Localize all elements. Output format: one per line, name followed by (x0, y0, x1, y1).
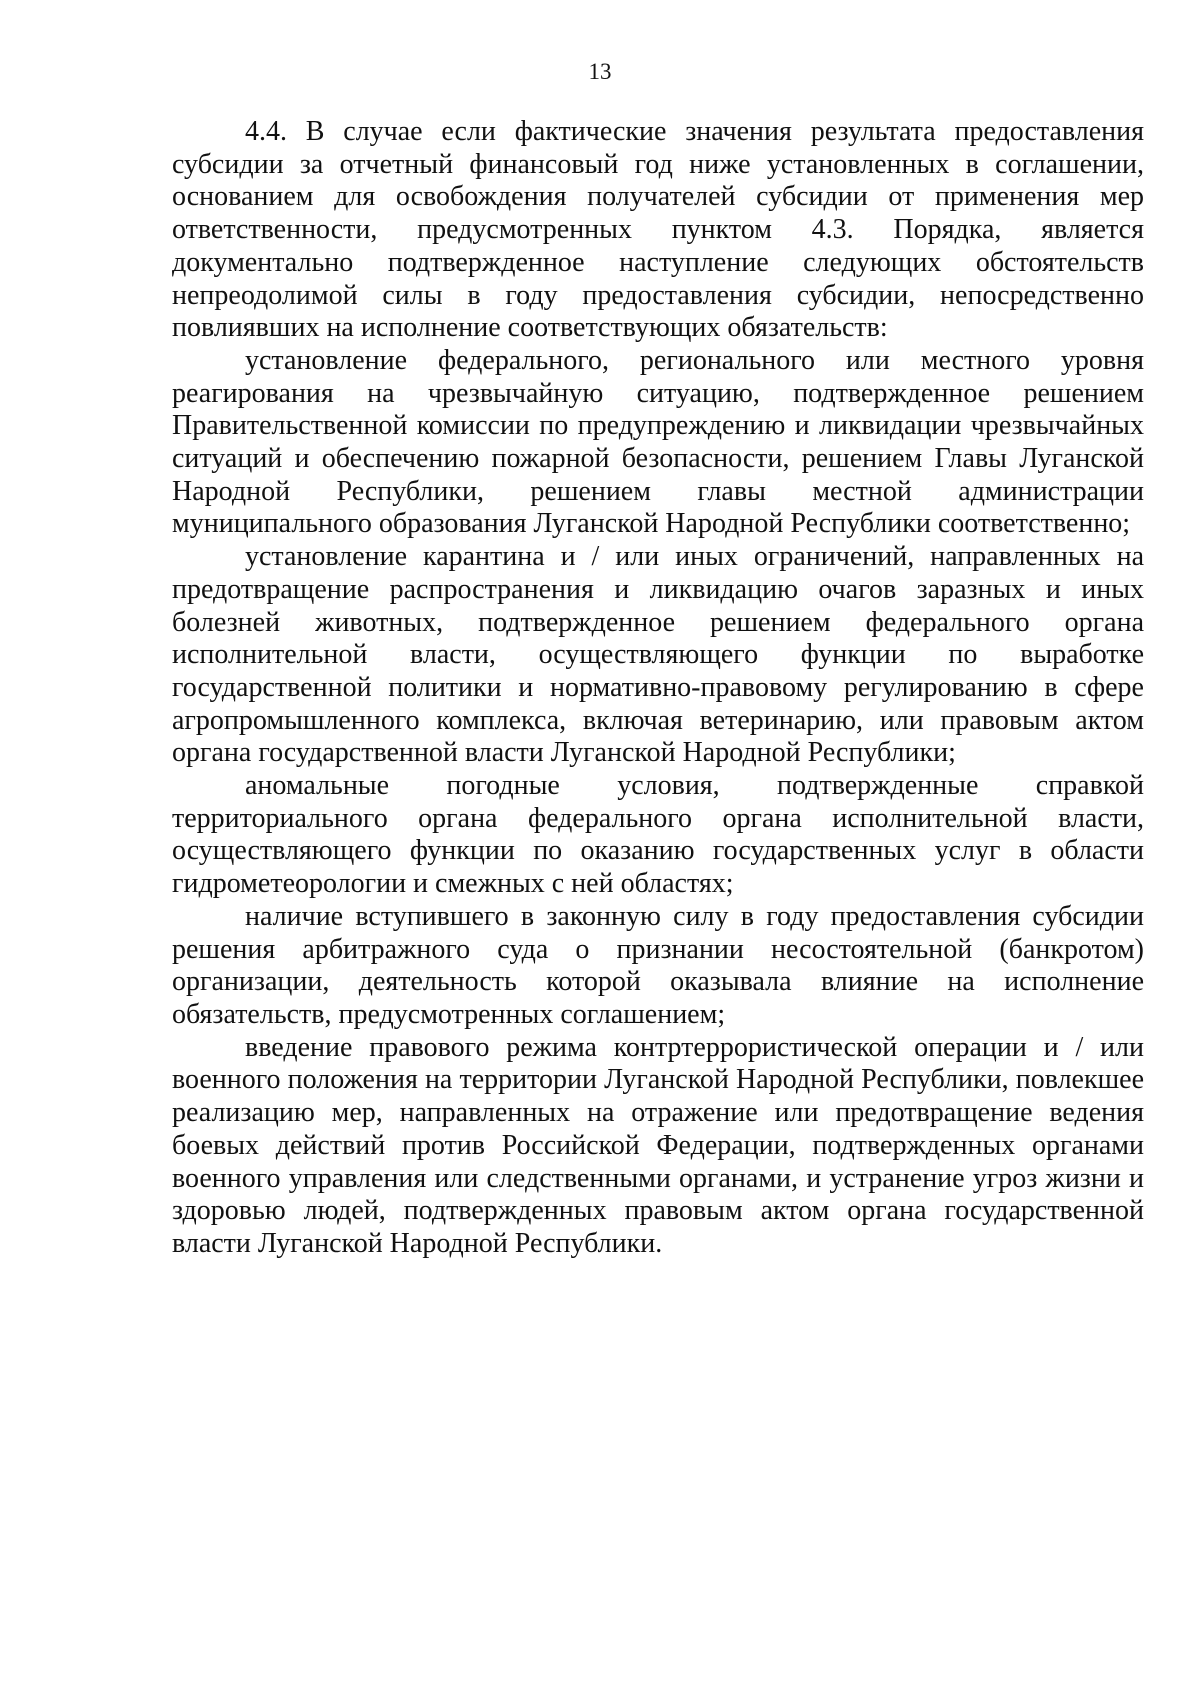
paragraph-weather-conditions: аномальные погодные условия, подтвержденные справкой территориального органа федерального органа исполнительной власти, осуществляющего функции по оказанию государственных услуг в области гидрометеорологии и смежных с ней областях; (172, 770, 1144, 900)
paragraph-counterterrorism-regime: введение правового режима контртеррористической операции и / или военного положения на территории Луганской Народной Республики, повлекшее реализацию мер, направленных на отражение или предотвращение ведения боевых действий против Российской Федерации, подтвержденных органами военного управления или следственными органами, и устранение угроз жизни и здоровью людей, подтвержденных правовым актом органа государственной власти Луганской Народной Республики. (172, 1031, 1144, 1259)
document-body (172, 116, 1144, 1261)
paragraph-quarantine: установление карантина и / или иных ограничений, направленных на предотвращение распространения и ликвидацию очагов заразных и иных болезней животных, подтвержденное решением федерального органа исполнительной власти, осуществляющего функции по выработке государственной политики и нормативно-правовому регулированию в сфере агропромышленного комплекса, включая ветеринарию, или правовым актом органа государственной власти Луганской Народной Республики; (172, 541, 1144, 769)
paragraph-4-4: 4.4. В случае если фактические значения результата предоставления субсидии за отчетный финансовый год ниже установленных в соглашении, основанием для освобождения получателей субсидии от применения мер ответственности, предусмотренных пунктом 4.3. Порядка, является документально подтвержденное наступление следующих обстоятельств непреодолимой силы в году предоставления субсидии, непосредственно повлиявших на исполнение соответствующих обязательств: (172, 116, 1144, 344)
page-number: 13 (588, 59, 612, 84)
paragraph-bankruptcy-decision: наличие вступившего в законную силу в году предоставления субсидии решения арбитражного суда о признании несостоятельной (банкротом) организации, деятельность которой оказывала влияние на исполнение обязательств, предусмотренных соглашением; (172, 900, 1144, 1030)
paragraph-emergency-response: установление федерального, регионального или местного уровня реагирования на чрезвычайную ситуацию, подтвержденное решением Правительственной комиссии по предупреждению и ликвидации чрезвычайных ситуаций и обеспечению пожарной безопасности, решением Главы Луганской Народной Республики, решением главы местной администрации муниципального образования Луганской Народной Республики соответственно; (172, 344, 1144, 540)
